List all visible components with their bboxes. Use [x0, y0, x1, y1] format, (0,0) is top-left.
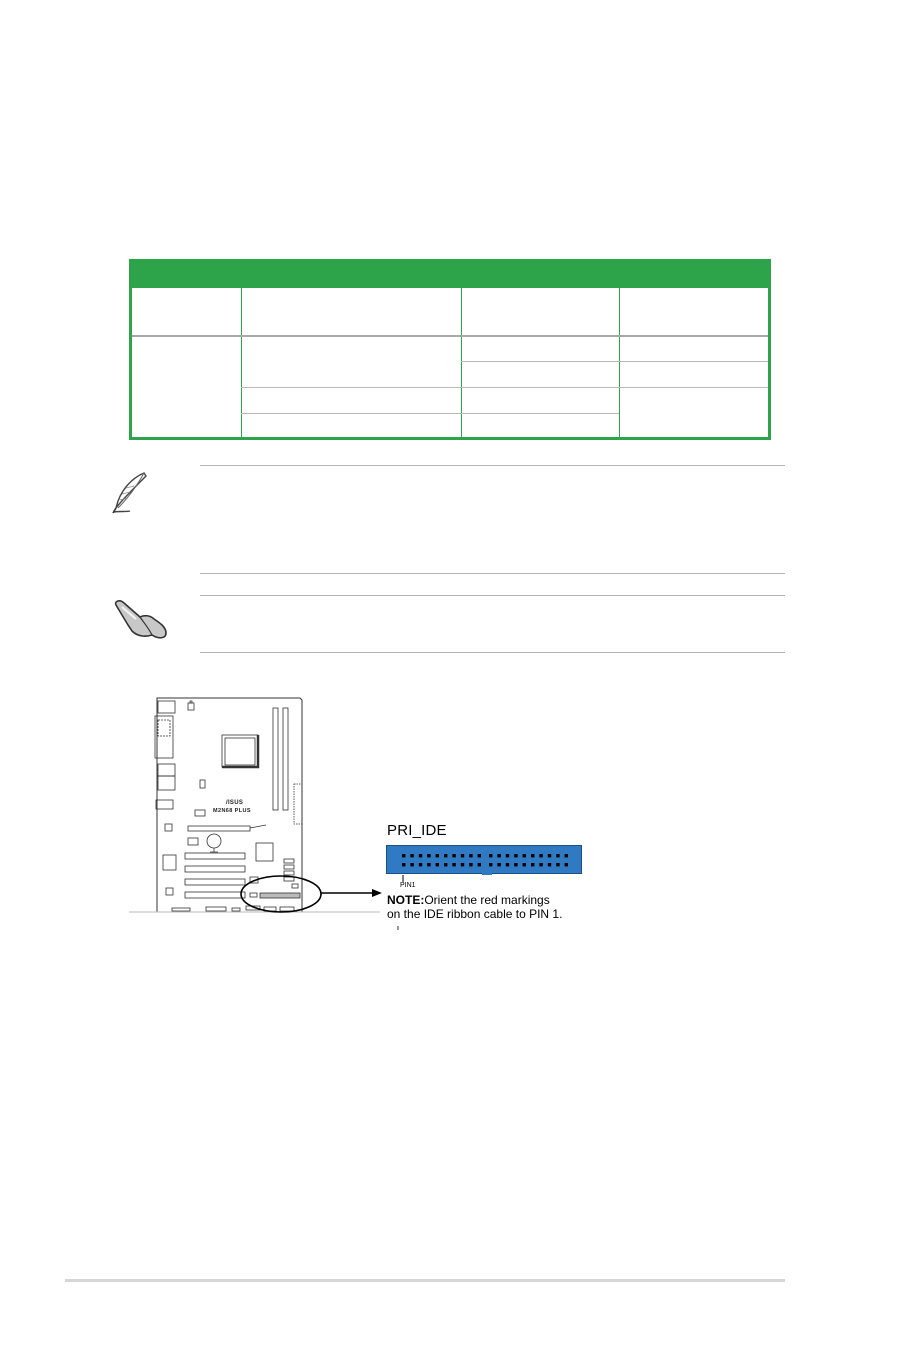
connector-pin	[539, 854, 542, 857]
connector-pin	[565, 854, 568, 857]
connector-pin	[478, 863, 481, 866]
board-brand-logo: /ISUS	[226, 800, 244, 806]
footer-rule	[65, 1279, 785, 1282]
connector-pin	[497, 854, 500, 857]
connector-pin	[506, 863, 509, 866]
connector-pin	[419, 854, 422, 857]
connector-pin	[514, 863, 517, 866]
connector-pin	[444, 863, 447, 866]
connector-pin	[548, 854, 551, 857]
connector-pin	[489, 863, 492, 866]
connector-pins	[387, 846, 583, 875]
connector-pin	[419, 863, 422, 866]
connector-pin	[461, 854, 464, 857]
note-line-2: on the IDE ribbon cable to PIN 1.	[387, 907, 563, 921]
connector-note	[387, 893, 627, 921]
connector-pin	[402, 863, 405, 866]
connector-pin	[565, 863, 568, 866]
connector-pin	[410, 854, 413, 857]
connector-pin	[478, 854, 481, 857]
connector-pin	[506, 854, 509, 857]
connector-pin	[444, 854, 447, 857]
connector-pin	[452, 854, 455, 857]
connector-title: PRI_IDE	[387, 822, 447, 839]
connector-pin	[497, 863, 500, 866]
connector-pin	[469, 863, 472, 866]
connector-pin	[410, 863, 413, 866]
connector-pin	[402, 854, 405, 857]
note-line-1: Orient the red markings	[424, 893, 550, 907]
connector-pin	[523, 863, 526, 866]
connector-pin	[436, 854, 439, 857]
connector-pin	[452, 863, 455, 866]
connector-pin	[469, 854, 472, 857]
connector-pin	[531, 854, 534, 857]
connector-pin	[489, 854, 492, 857]
connector-pin	[461, 863, 464, 866]
connector-pin	[523, 854, 526, 857]
ide-connector	[386, 845, 582, 874]
connector-pin	[548, 863, 551, 866]
connector-pin	[556, 863, 559, 866]
connector-pin	[531, 863, 534, 866]
connector-pin	[556, 854, 559, 857]
connector-pin	[427, 863, 430, 866]
connector-pin	[514, 854, 517, 857]
connector-pin	[427, 854, 430, 857]
pin1-label: PIN1	[400, 882, 416, 889]
note-prefix: NOTE:	[387, 893, 425, 907]
board-model-label: M2N68 PLUS	[213, 808, 251, 814]
connector-pin	[539, 863, 542, 866]
connector-pin	[436, 863, 439, 866]
